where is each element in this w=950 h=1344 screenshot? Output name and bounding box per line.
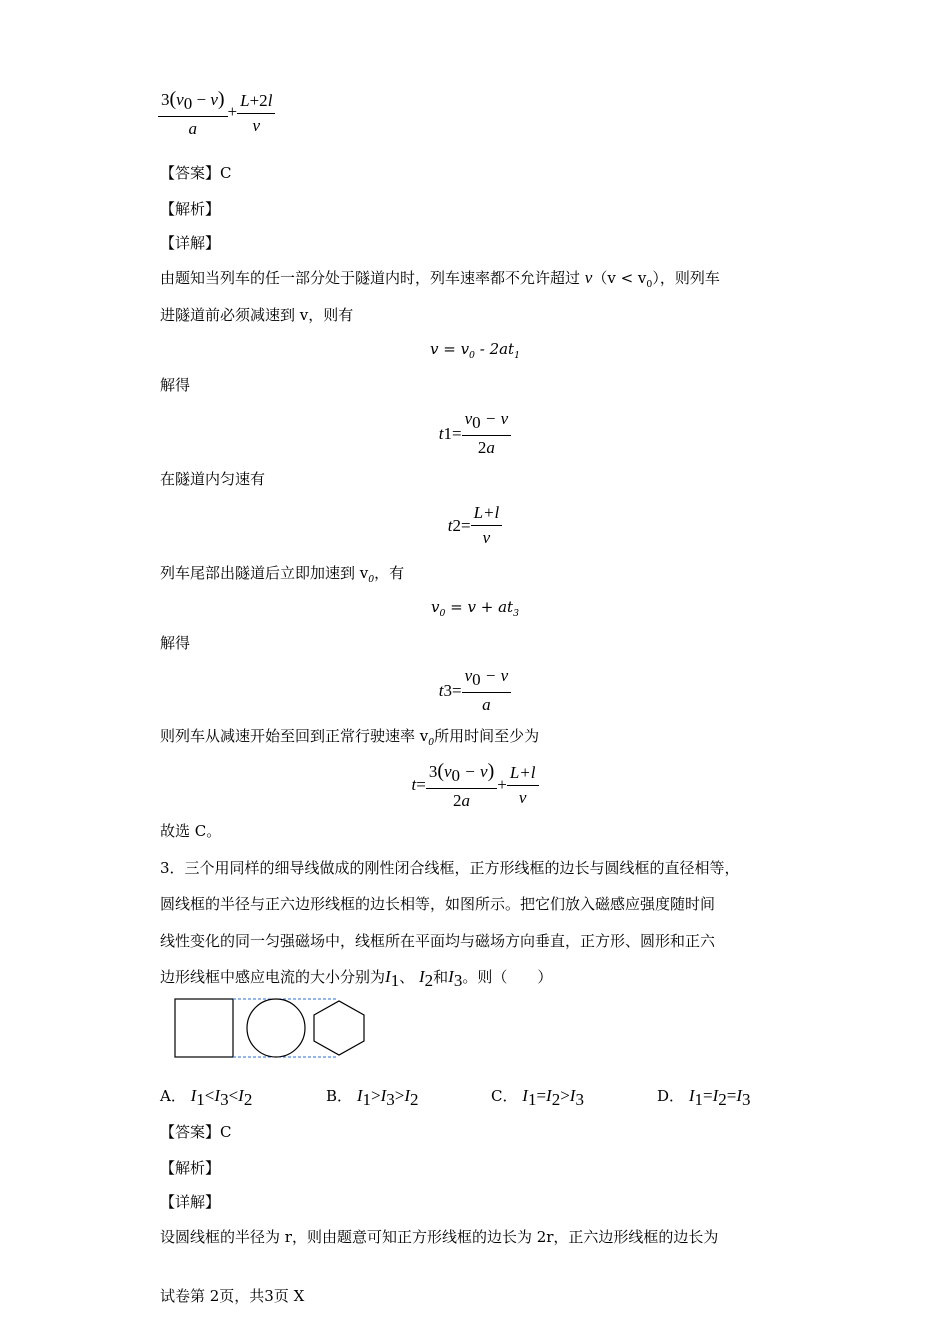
solve-label-1: 解得 xyxy=(160,376,191,394)
detail-label-2: 【详解】 xyxy=(160,1193,221,1211)
equation-total-time: t = $\frac{3(v_0 - v)}{2a}$ + $\frac{L+l}{v}$ xyxy=(160,758,790,812)
page-footer: 试卷第 2页，共3页 X xyxy=(160,1287,305,1305)
option-a[interactable]: A． $I_1<I_3<I_2$ xyxy=(160,1086,253,1109)
paragraph-2-line-1: 设圆线框的半径为 r，则由题意可知正方形线框的边长为 2r，正六边形线框的边长为 xyxy=(160,1228,719,1246)
analysis-label-1: 【解析】 xyxy=(160,200,221,218)
answer-label-1: 【答案】C xyxy=(160,164,232,182)
conclusion-1: 故选 C。 xyxy=(160,822,222,840)
paragraph-1-line-2: 进隧道前必须减速到 v，则有 xyxy=(160,306,354,324)
hexagon-frame xyxy=(314,1001,364,1055)
question-3-line-3: 线性变化的同一匀强磁场中，线框所在平面均与磁场方向垂直，正方形、圆形和正六 xyxy=(160,932,716,950)
question-3-line-1: 3．三个用同样的细导线做成的刚性闭合线框，正方形线框的边长与圆线框的直径相等， xyxy=(160,859,740,877)
paragraph-1-line-1: 由题知当列车的任一部分处于隧道内时，列车速率都不允许超过 $v(v < v_0)$，则列车 xyxy=(160,268,720,290)
equation-t2: t 2 = $\frac{L+l}{v}$ xyxy=(160,502,790,549)
circle-frame xyxy=(247,999,305,1057)
question-3-line-2: 圆线框的半径与正六边形线框的边长相等，如图所示。把它们放入磁感应强度随时间 xyxy=(160,895,716,913)
square-frame xyxy=(175,999,233,1057)
solve-label-2: 解得 xyxy=(160,634,191,652)
question-3-line-4: 边形线框中感应电流的大小分别为$I_1$、 $I_2$和$I_3$。则（ ） xyxy=(160,967,553,990)
equation-t3: t 3 = $\frac{v_0 - v}{a}$ xyxy=(160,665,790,716)
acceleration-text: 列车尾部出隧道后立即加速到 $v_0$，有 xyxy=(160,564,405,585)
answer-label-2: 【答案】C xyxy=(160,1123,232,1141)
uniform-motion-text: 在隧道内匀速有 xyxy=(160,470,266,488)
equation-t1: t 1 = $\frac{v_0 - v}{2a}$ xyxy=(160,408,790,459)
total-time-text: 则列车从减速开始至回到正常行驶速率 $v_0$所用时间至少为 xyxy=(160,727,540,748)
top-expression: $\frac{3(v_0 - v)}{a}$ + $\frac{L+2l}{v}$ xyxy=(158,86,275,140)
detail-label-1: 【详解】 xyxy=(160,234,221,252)
option-d[interactable]: D． $I_1=I_2=I_3$ xyxy=(657,1086,751,1109)
equation-1: $v = v_0 - 2at_1$ xyxy=(429,340,521,361)
analysis-label-2: 【解析】 xyxy=(160,1159,221,1177)
option-b[interactable]: B． $I_1>I_3>I_2$ xyxy=(326,1086,419,1109)
equation-3: $v_0 = v + at_3$ xyxy=(431,598,519,619)
wire-frames-figure xyxy=(170,994,370,1060)
option-c[interactable]: C． $I_1=I_2>I_3$ xyxy=(491,1086,584,1109)
